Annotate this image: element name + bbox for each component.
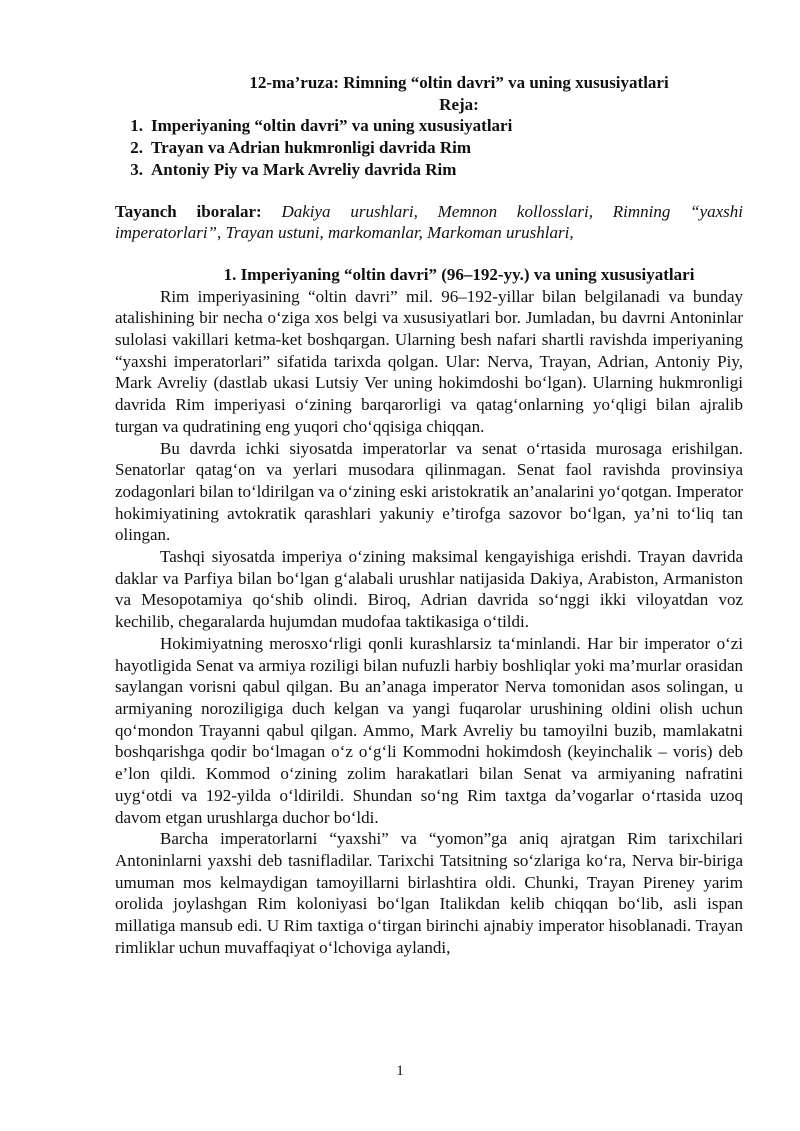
body-paragraph: Barcha imperatorlarni “yaxshi” va “yomon”ga aniq ajratgan Rim tarixchilari Antoninlarni yaxshi deb tasnifladilar. Tarixchi Tatsitning so‘zlariga ko‘ra, Nerva bir-biriga umuman mos kelmaydigan tamoyillarni birlashtira oldi. Chunki, Trayan Pireney yarim orolida joylashgan Rim koloniyasi bo‘lgan Italikdan kelib chiqqan bo‘lib, asli ispan millatiga mansub edi. U Rim taxtiga o‘tirgan birinchi ajnabiy imperator hisoblanadi. Trayan rimliklar uchun muvaffaqiyat o‘lchoviga aylandi,: [115, 829, 743, 957]
plan-list: [115, 115, 743, 180]
keywords-block: [115, 201, 743, 244]
lecture-title: 12-ma’ruza: Rimning “oltin davri” va uning xususiyatlari: [249, 73, 669, 92]
body-paragraph: Tashqi siyosatda imperiya o‘zining maksimal kengayishiga erishdi. Trayan davrida daklar va Parfiya bilan bo‘lgan g‘alabali urushlar natijasida Dakiya, Arabiston, Armaniston va Mesopotamiya qo‘shib olindi. Biroq, Adrian davrida so‘nggi ikki viloyatdan voz kechilib, chegaralarda hujumdan mudofaa taktikasiga o‘tildi.: [115, 547, 743, 632]
body-paragraph: Hokimiyatning merosxo‘rligi qonli kurashlarsiz ta‘minlandi. Har bir imperator o‘zi hayotligida Senat va armiya roziligi bilan nufuzli harbiy boshliqlar yoki ma’murlar orasidan saylangan vorisni qabul qilgan. Bu an’anaga imperator Nerva tomonidan asos solingan, u armiyaning noroziligiga duch kelgan va yangi fuqarolar urushining oldini olish uchun qo‘mondon Trayanni qabul qilgan. Ammo, Mark Avreliy bu tamoyilni buzib, mamlakatni boshqarishga qodir bo‘lmagan o‘z o‘g‘li Kommodni hokimdosh (keyinchalik – voris) deb e’lon qildi. Kommod o‘zining zolim harakatlari bilan Senat va armiyaning nafratini uyg‘otdi va 192-yilda o‘ldirildi. Shundan so‘ng Rim taxtga da’vogarlar o‘rtasida uzoq davom etgan urushlarga duchor bo‘ldi.: [115, 633, 743, 827]
page-number: 1: [396, 1063, 404, 1079]
plan-item: [115, 159, 743, 181]
section-heading: 1. Imperiyaning “oltin davri” (96–192-yy.) va uning xususiyatlari: [223, 264, 695, 284]
plan-item-number: 3.: [130, 159, 143, 179]
plan-item-number: 2.: [130, 138, 143, 158]
plan-item-number: 1.: [130, 116, 143, 136]
plan-item-text: Imperiyaning “oltin davri” va uning xususiyatlari: [151, 116, 513, 136]
plan-item-text: Trayan va Adrian hukmronligi davrida Rim: [151, 138, 472, 158]
body-paragraph: Bu davrda ichki siyosatda imperatorlar va senat o‘rtasida murosaga erishilgan. Senatorlar qatag‘on va yerlari musodara qilinmagan. Senat faol ravishda provinsiya zodagonlari bilan to‘ldirilgan va o‘zining eski aristokratik an’analarini yo‘qotgan. Imperator hokimiyatining avtokratik qarashlari yakuniy e’tirofga sazovor bo‘lgan, ya’ni to‘liq tan olingan.: [115, 438, 743, 545]
keywords-text: Dakiya urushlari, Memnon kollosslari, Rimning “yaxshi imperatorlari”, Trayan ustuni, markomanlar, Markoman urushlari,: [115, 201, 743, 243]
plan-item-text: Antoniy Piy va Mark Avreliy davrida Rim: [151, 159, 457, 179]
keywords-label: Tayanch iboralar:: [115, 201, 262, 221]
plan-label: Reja:: [439, 94, 479, 114]
body-paragraph: Rim imperiyasining “oltin davri” mil. 96–192-yillar bilan belgilanadi va bunday atalishining bir necha o‘ziga xos belgi va xususiyatlari bor. Jumladan, bu davrni Antoninlar sulolasi vakillari ketma-ket boshqargan. Ularning besh nafari shartli ravishda imperiyaning “yaxshi imperatorlari” sifatida tarixda qolgan. Ular: Nerva, Trayan, Adrian, Antoniy Piy, Mark Avreliy (dastlab ukasi Lutsiy Ver uning hokimdoshi bo‘lgan). Ularning hukmronligi davrida Rim imperiyasi o‘zining barqarorligi va qatag‘onlarning yo‘qligi bilan ajralib turgan va qudratining eng yuqori cho‘qqisiga chiqqan.: [115, 286, 743, 436]
document-page: [115, 72, 743, 958]
plan-item: [115, 137, 743, 159]
plan-item: [115, 115, 743, 137]
